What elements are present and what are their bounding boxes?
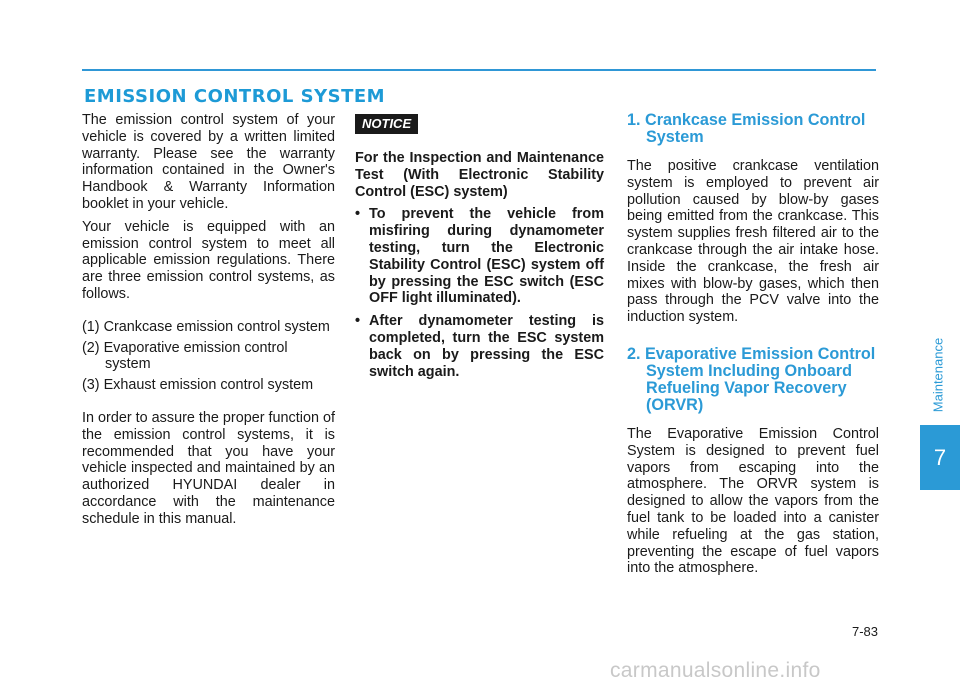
crankcase-heading: 1. Crankcase Emission Control System — [627, 111, 866, 146]
notice-intro: For the Inspection and Maintenance Test (With Electronic Stability Control (ESC) system) — [355, 150, 604, 200]
top-divider — [82, 69, 876, 71]
evaporative-heading: 2. Evaporative Emission Control System Including Onboard Refueling Vapor Recovery (ORVR) — [627, 344, 876, 414]
list-item: (2) Evaporative emission control system — [82, 339, 288, 373]
list-item: (1) Crankcase emission control system — [82, 318, 330, 335]
notice-bullets — [355, 206, 604, 380]
column-right — [627, 112, 879, 577]
notice-badge: NOTICE — [355, 114, 418, 134]
evaporative-paragraph: The Evaporative Emission Control System is designed to prevent fuel vapors from escaping into the atmosphere. The ORVR system is designed to allow the vapors from the fuel tank to be loaded into a canister while refueling at the gas station, preventing the escape of fuel vapors into the atmosphere. — [627, 425, 879, 577]
page-number: 7-83 — [851, 624, 878, 639]
watermark: carmanualsonline.info — [610, 659, 821, 682]
list-item: • After dynamometer testing is completed, turn the ESC system back on by pressing the ESC switch again. — [355, 313, 604, 380]
column-middle — [355, 114, 604, 380]
chapter-label: Maintenance — [930, 337, 946, 413]
warranty-paragraph: The emission control system of your vehicle is covered by a written limited warranty. Please see the warranty information contained in the Owner's Handbook & Warranty Information booklet in your vehicle. — [82, 112, 335, 212]
list-item: • To prevent the vehicle from misfiring during dynamometer testing, turn the Electronic Stability Control (ESC) system off by pressing the ESC switch (ESC OFF light illuminated). — [355, 206, 604, 307]
chapter-tab: 7 — [920, 425, 960, 490]
equipment-paragraph: Your vehicle is equipped with an emission control system to meet all applicable emission regulations. There are three emission control systems, as follows. — [82, 218, 335, 302]
column-left — [82, 112, 335, 528]
list-item: (3) Exhaust emission control system — [82, 377, 314, 394]
emission-systems-list — [82, 319, 335, 394]
crankcase-paragraph: The positive crankcase ventilation system is employed to prevent air pollution caused by blow-by gases being emitted from the crankcase. This system supplies fresh filtered air to the crankcase through the air intake hose. Inside the crankcase, the fresh air mixes with blow-by gases, which then pass through the PCV valve into the induction system. — [627, 158, 879, 326]
maintenance-paragraph: In order to assure the proper function of the emission control systems, it is recommended that you have your vehicle inspected and maintained by an authorized HYUNDAI dealer in accordance with the maintenance schedule in this manual. — [82, 409, 335, 527]
page-title: EMISSION CONTROL SYSTEM — [84, 86, 386, 107]
